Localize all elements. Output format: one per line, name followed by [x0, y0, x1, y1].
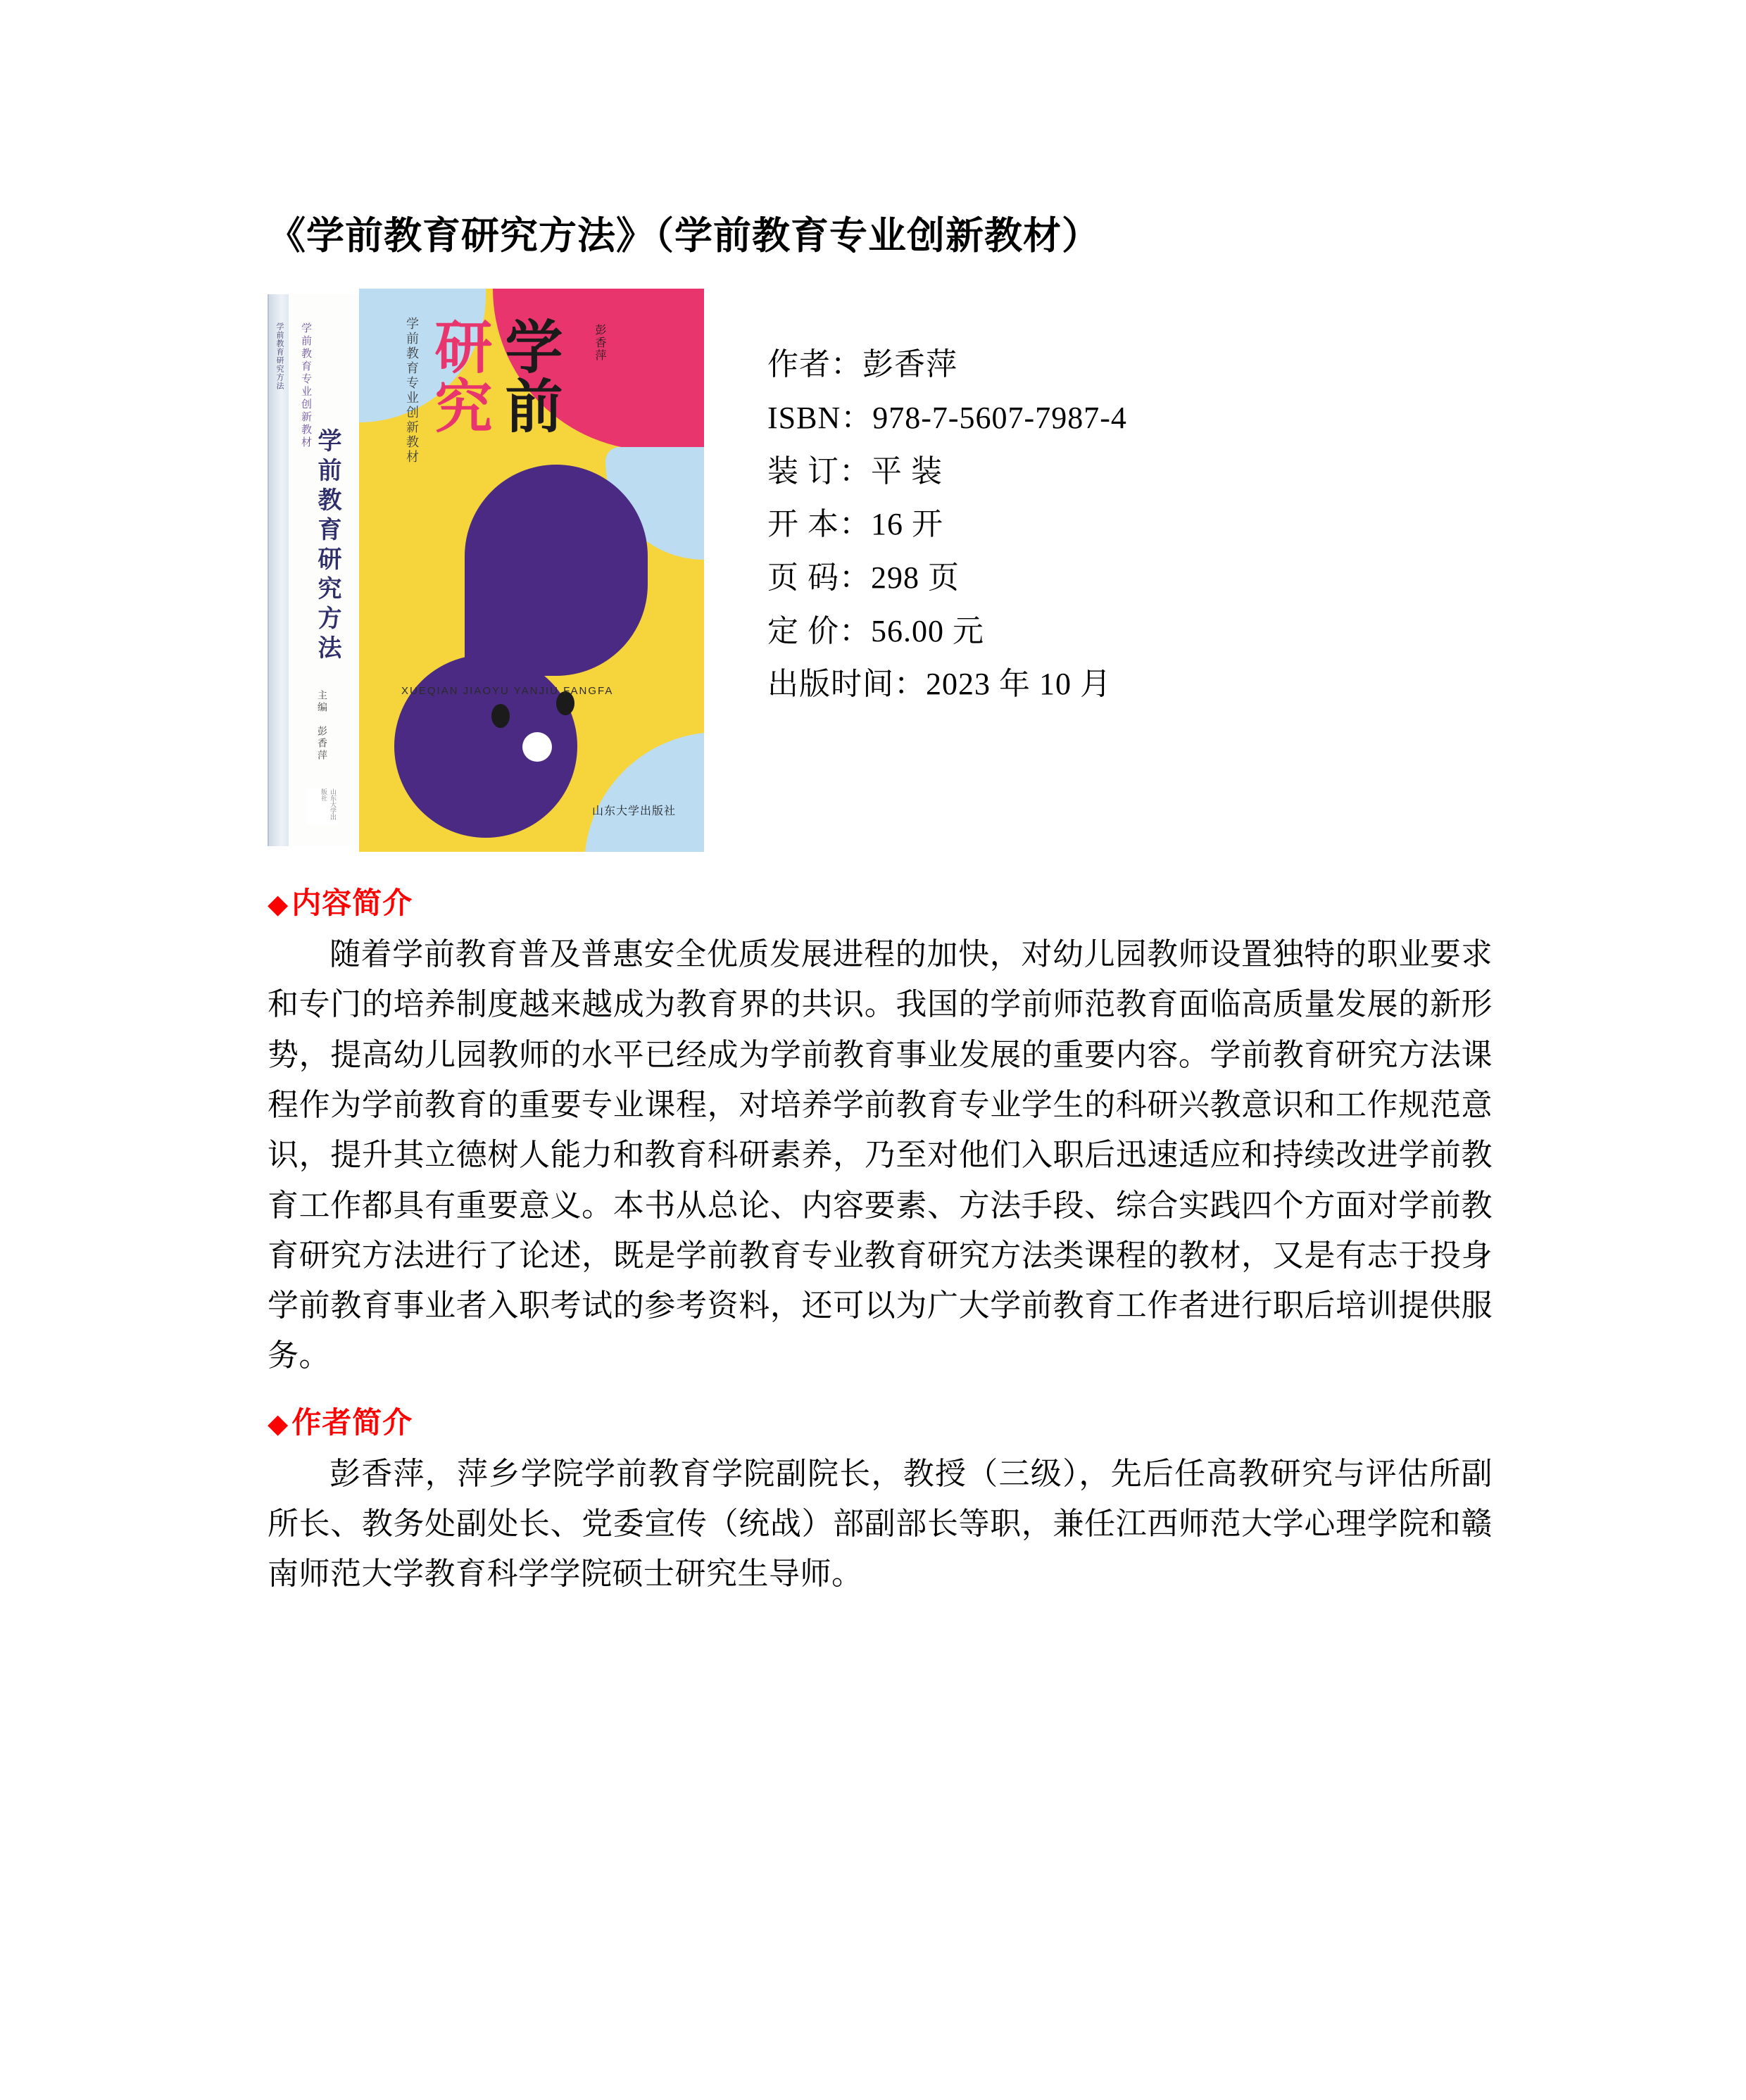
- cover-front-title-black: 学前: [497, 317, 561, 436]
- spine-title-text: 学前教育研究方法: [275, 322, 284, 391]
- metadata-label: 作者：: [767, 347, 862, 382]
- cover-left-panel: [289, 294, 360, 846]
- metadata-value: 彭香萍: [862, 347, 957, 382]
- cover-front-editor: 彭香萍: [593, 324, 605, 363]
- book-metadata-list: [767, 289, 1493, 711]
- section-heading-text: 作者简介: [291, 1407, 413, 1440]
- metadata-row-price: [767, 605, 1493, 658]
- metadata-row-pages: [767, 551, 1493, 605]
- section-heading-text: 内容简介: [291, 888, 413, 921]
- metadata-label: 开 本：: [767, 507, 871, 542]
- metadata-label: 定 价：: [767, 613, 871, 648]
- metadata-value: 2023 年 10 月: [926, 667, 1112, 702]
- book-cover-image: [268, 289, 704, 852]
- cover-series-label: 学前教育专业创新教材: [300, 322, 311, 450]
- cover-shape-blue-bottom-right: [584, 732, 704, 852]
- cover-front-title-pink: 研究: [427, 317, 491, 436]
- section-heading-author: [268, 1400, 1493, 1442]
- metadata-value: 56.00 元: [871, 613, 984, 648]
- cover-front-series: 学前教育专业创新教材: [405, 317, 419, 465]
- metadata-row-author: [767, 338, 1493, 391]
- metadata-value: 平 装: [871, 453, 943, 489]
- metadata-label: ISBN：: [767, 400, 873, 435]
- metadata-value: 16 开: [871, 507, 943, 542]
- cover-spine-author: 主编 彭香萍: [316, 690, 327, 762]
- cover-spine-publisher: 山东大学出版社: [307, 788, 338, 825]
- diamond-bullet-icon: ◆: [268, 1409, 289, 1439]
- cover-eye-left-icon: [491, 704, 510, 728]
- metadata-row-isbn: [767, 391, 1493, 445]
- metadata-row-pubdate: [767, 658, 1493, 711]
- metadata-label: 装 订：: [767, 453, 871, 489]
- diamond-bullet-icon: ◆: [268, 890, 289, 920]
- cover-nose-icon: [522, 732, 552, 762]
- metadata-value: 298 页: [871, 560, 960, 595]
- book-spine: [268, 294, 290, 846]
- cover-front-pinyin: XUEQIAN JIAOYU YANJIU FANGFA: [401, 685, 614, 698]
- metadata-label: 页 码：: [767, 560, 871, 595]
- metadata-value: 978-7-5607-7987-4: [872, 400, 1127, 435]
- section-body-author: 彭香萍，萍乡学院学前教育学院副院长，教授（三级），先后任高教研究与评估所副所长、教务处副处长、党委宣传（统战）部副部长等职，兼任江西师范大学心理学院和赣南师范大学教育科学学院硕士研究生导师。: [268, 1456, 1493, 1592]
- document-content: [268, 211, 1493, 1611]
- cover-shape-purple-mid: [465, 465, 648, 676]
- page-title: 《学前教育研究方法》（学前教育专业创新教材）: [268, 215, 1100, 257]
- cover-front-face: [359, 289, 704, 852]
- cover-front-publisher: 山东大学出版社: [591, 805, 676, 818]
- metadata-label: 出版时间：: [767, 667, 926, 702]
- metadata-row-format: [767, 498, 1493, 551]
- section-body-introduction: 随着学前教育普及普惠安全优质发展进程的加快，对幼儿园教师设置独特的职业要求和专门的培养制度越来越成为教育界的共识。我国的学前师范教育面临高质量发展的新形势，提高幼儿园教师的水平已经成为学前教育事业发展的重要内容。学前教育研究方法课程作为学前教育的重要专业课程，对培养学前教育专业学生的科研兴教意识和工作规范意识，提升其立德树人能力和教育科研素养，乃至对他们入职后迅速适应和持续改进学前教育工作都具有重要意义。本书从总论、内容要素、方法手段、综合实践四个方面对学前教育研究方法进行了论述，既是学前教育专业教育研究方法类课程的教材，又是有志于投身学前教育事业者入职考试的参考资料，还可以为广大学前教育工作者进行职后培训提供服务。: [268, 937, 1493, 1373]
- cover-spine-title: 学前教育研究方法: [314, 428, 340, 665]
- book-summary-block: [268, 289, 1493, 852]
- metadata-row-binding: [767, 445, 1493, 498]
- section-heading-introduction: [268, 880, 1493, 922]
- book-cover: [268, 289, 704, 852]
